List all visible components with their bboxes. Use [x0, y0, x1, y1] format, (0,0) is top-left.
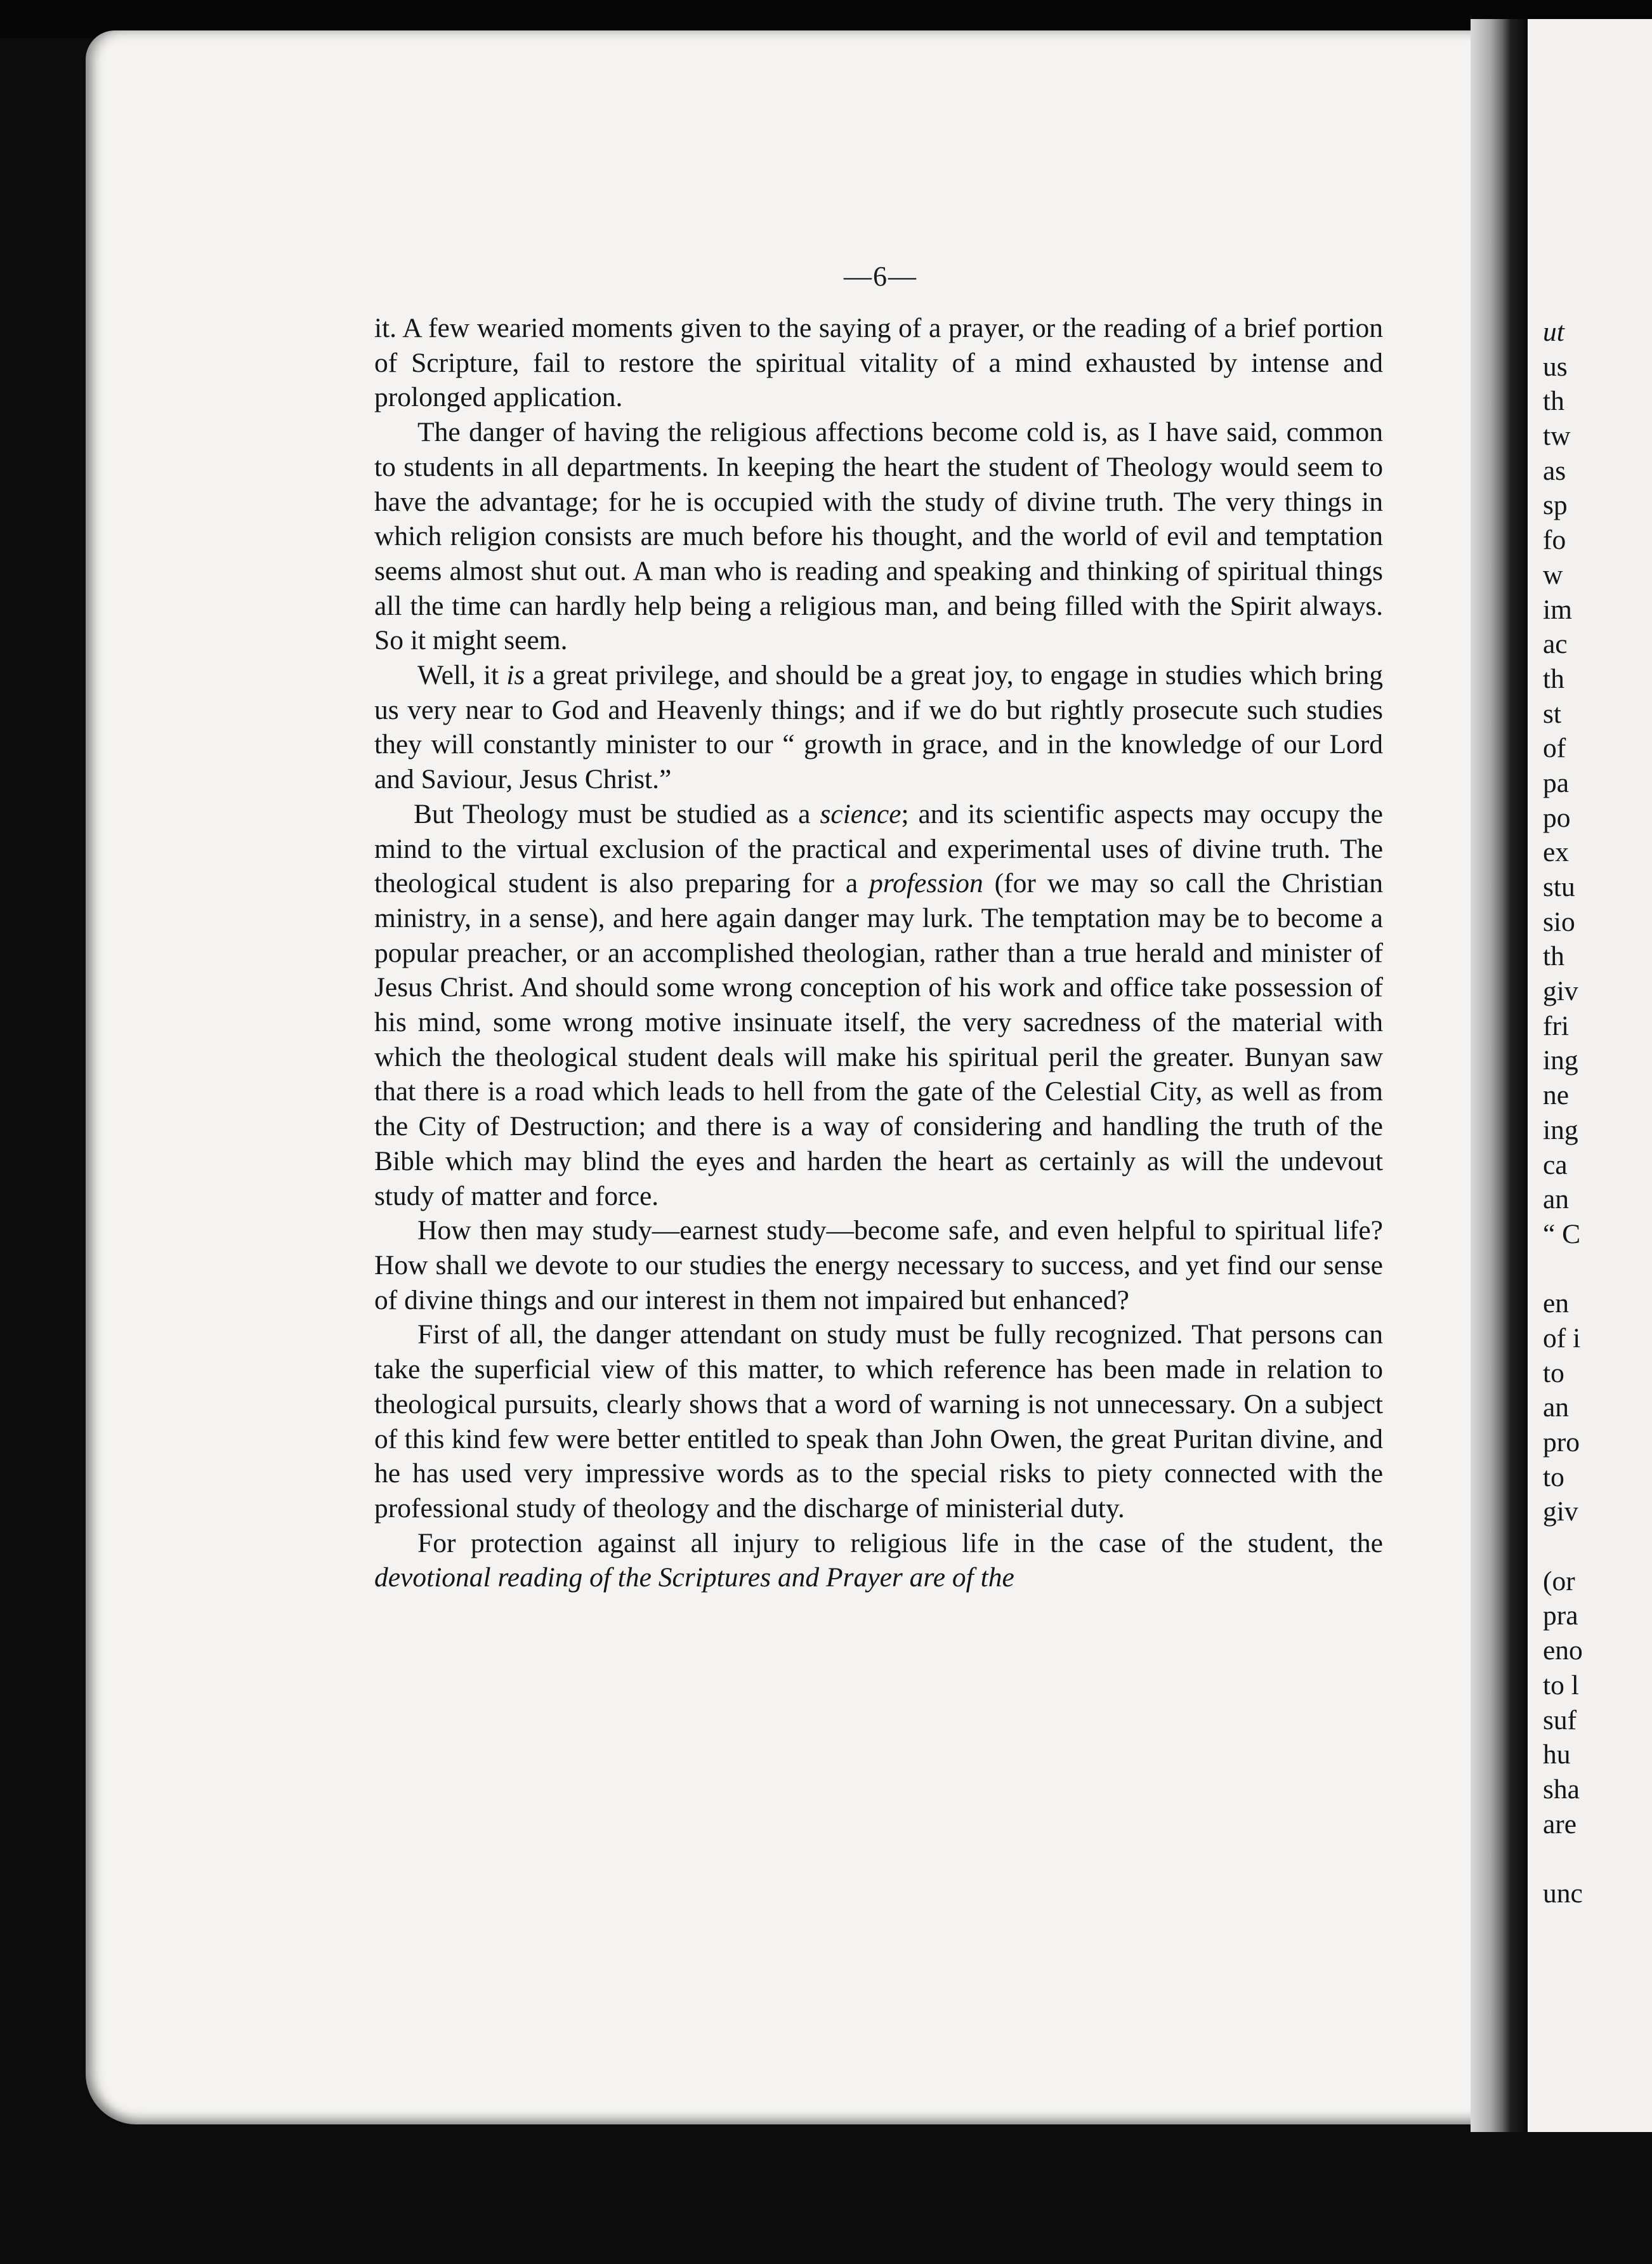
facing-page-fragment: giv — [1543, 976, 1578, 1007]
text-run: But Theology must be studied as a — [414, 798, 820, 829]
facing-page-fragment: giv — [1543, 1496, 1578, 1527]
facing-page-fragment: po — [1543, 802, 1571, 833]
facing-page-fragment: an — [1543, 1184, 1570, 1215]
facing-page-fragment: sio — [1543, 906, 1575, 937]
italic-text: profession — [869, 868, 983, 899]
facing-page-fragment: to — [1543, 1357, 1564, 1388]
facing-page-fragment: w — [1543, 559, 1563, 590]
facing-page-fragment: ac — [1543, 629, 1568, 660]
facing-page-fragment: im — [1543, 594, 1572, 625]
facing-page-fragment: th — [1543, 663, 1564, 694]
facing-page-fragment: sp — [1543, 490, 1568, 521]
facing-page-fragment: ne — [1543, 1080, 1570, 1111]
paragraph — [374, 1317, 1383, 1525]
paragraph — [374, 658, 1383, 797]
facing-page-fragment: hu — [1543, 1739, 1571, 1770]
facing-page-fragment: to — [1543, 1461, 1564, 1492]
italic-text: is — [506, 660, 525, 691]
facing-page-fragment: en — [1543, 1288, 1570, 1319]
facing-page-fragment: an — [1543, 1392, 1570, 1423]
page-body-text — [374, 311, 1383, 1595]
facing-page-fragment: sha — [1543, 1774, 1580, 1805]
text-run: How then may study—earnest study—become safe, and even helpful to spiritual life? How shall we devote to our studies the energy necessary to success, and yet find our sense of divine things and our interest in them not impaired but enhanced? — [374, 1215, 1383, 1315]
italic-text: devotional reading of the Scriptures and Prayer are of the — [374, 1562, 1014, 1593]
facing-page-fragment: us — [1543, 351, 1568, 382]
facing-page-fragment: to l — [1543, 1669, 1579, 1701]
text-run: a great privilege, and should be a great joy, to engage in studies which bring us very near to God and Heavenly things; and if we do but rightly prosecute such studies they will constantly minister to our “ growth in grace, and in the knowledge of our Lord and Saviour, Jesus Christ.” — [374, 660, 1383, 795]
facing-page-fragment: stu — [1543, 872, 1575, 902]
facing-page-fragment: ca — [1543, 1149, 1568, 1180]
paragraph — [374, 797, 1383, 1213]
facing-page-fragment: fri — [1543, 1010, 1570, 1041]
paragraph — [374, 415, 1383, 658]
text-run: For protection against all injury to religious life in the case of the student, the — [417, 1527, 1383, 1558]
italic-text: science — [820, 798, 901, 829]
text-run: it. A few wearied moments given to the saying of a prayer, or the reading of a brief portion of Scripture, fail to restore the spiritual vitality of a mind exhausted by intense and prolonged application. — [374, 313, 1383, 413]
paragraph — [374, 1526, 1383, 1595]
facing-page-fragment: are — [1543, 1808, 1577, 1840]
facing-page-fragment: “ C — [1543, 1218, 1581, 1249]
facing-page-fragment: ut — [1543, 317, 1564, 347]
facing-page-fragment: of i — [1543, 1322, 1581, 1353]
facing-page-fragment: of — [1543, 733, 1566, 764]
facing-page-fragment: st — [1543, 698, 1562, 729]
facing-page-fragment: ing — [1543, 1114, 1578, 1145]
facing-page-fragment: as — [1543, 455, 1566, 486]
paragraph — [374, 311, 1383, 415]
facing-page-fragment: eno — [1543, 1635, 1583, 1666]
book-gutter-shadow — [1471, 19, 1528, 2132]
facing-page-fragments — [1543, 315, 1583, 1911]
facing-page-fragment: unc — [1543, 1878, 1583, 1909]
facing-page-fragment: fo — [1543, 525, 1566, 556]
facing-page-fragment: th — [1543, 386, 1564, 417]
facing-page-fragment: pa — [1543, 767, 1570, 798]
text-run: The danger of having the religious affections become cold is, as I have said, common to students in all departments. In keeping the heart the student of Theology would seem to have the advantage; for he is occupied with the study of divine truth. The very things in which religion consists are much before his thought, and the world of evil and temptation seems almost shut out. A man who is reading and speaking and thinking of spiritual things all the time can hardly help being a religious man, and being filled with the Spirit always. So it might seem. — [374, 417, 1383, 656]
facing-page-fragment: tw — [1543, 421, 1571, 452]
facing-page-fragment: ing — [1543, 1045, 1578, 1076]
facing-page-fragment: th — [1543, 941, 1564, 972]
text-run: ; and its scientific aspects may occupy the mind to the virtual exclusion of the practical and experimental uses of divine truth. The theological student is also preparing for a — [374, 798, 1383, 899]
text-run: (for we may so call the Christian ministry, in a sense), and here again danger may lurk. The temptation may be to become a popular preacher, or an accomplished theologian, rather than a true herald and minister of Jesus Christ. And should some wrong conception of his work and office take possession of his mind, some wrong motive insinuate itself, the very sacredness of the material with which the theological student deals will make his spiritual peril the greater. Bunyan saw that there is a road which leads to hell from the gate of the Celestial City, as well as from the City of Destruction; and there is a way of considering and handling the truth of the Bible which may blind the eyes and harden the heart as certainly as will the undevout study of matter and force. — [374, 868, 1383, 1211]
text-run: Well, it — [417, 660, 507, 691]
facing-page-fragment: pro — [1543, 1427, 1580, 1458]
facing-page-fragment: suf — [1543, 1704, 1577, 1735]
paragraph — [374, 1213, 1383, 1317]
facing-page-fragment: (or — [1543, 1565, 1575, 1596]
facing-page-fragment: ex — [1543, 837, 1570, 868]
text-run: First of all, the danger attendant on study must be fully recognized. That persons can take the superficial view of this matter, to which reference has been made in relation to theological pursuits, clearly shows that a word of warning is not unnecessary. On a subject of this kind few were better entitled to speak than John Owen, the great Puritan divine, and he has used very impressive words as to the special risks to piety connected with the professional study of theology and the discharge of ministerial duty. — [374, 1319, 1383, 1524]
facing-page-fragment: pra — [1543, 1600, 1578, 1631]
page-number: —6— — [844, 261, 917, 292]
